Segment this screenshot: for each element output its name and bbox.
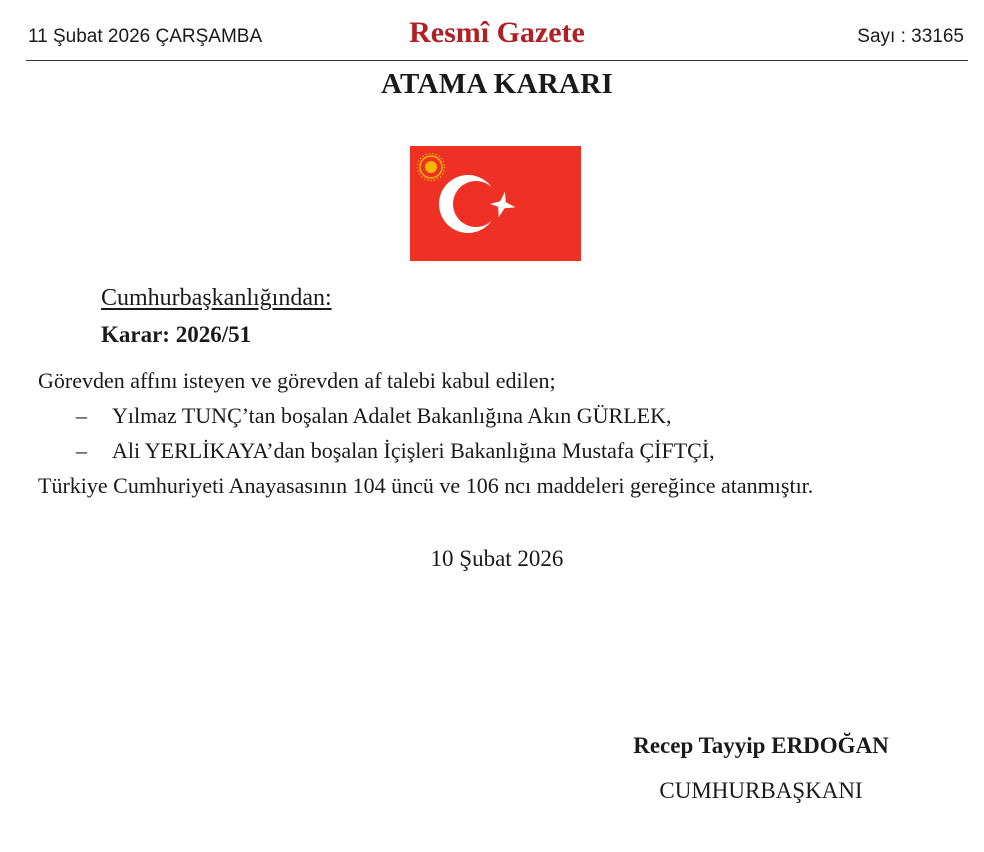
- list-item-text: Yılmaz TUNÇ’tan boşalan Adalet Bakanlığına Akın GÜRLEK,: [112, 403, 672, 428]
- list-dash: –: [76, 438, 87, 463]
- issue-date: 11 Şubat 2026 ÇARŞAMBA: [28, 26, 263, 47]
- closing-paragraph: Türkiye Cumhuriyeti Anayasasının 104 üncü ve 106 ncı maddeleri gereğince atanmıştır.: [38, 473, 814, 498]
- gazette-header: [26, 14, 968, 61]
- signer-title: CUMHURBAŞKANI: [659, 778, 863, 803]
- document-title: ATAMA KARARI: [380, 68, 614, 100]
- decision-date: 10 Şubat 2026: [430, 546, 564, 571]
- list-item: [76, 438, 715, 464]
- list-item: [76, 403, 672, 429]
- signer-name: Recep Tayyip ERDOĞAN: [633, 733, 889, 758]
- intro-paragraph: Görevden affını isteyen ve görevden af talebi kabul edilen;: [38, 368, 556, 393]
- list-dash: –: [76, 403, 87, 428]
- turkish-flag-icon: [410, 146, 581, 261]
- issue-number: Sayı : 33165: [857, 26, 964, 47]
- list-item-text: Ali YERLİKAYA’dan boşalan İçişleri Bakanlığına Mustafa ÇİFTÇİ,: [112, 438, 715, 463]
- issuer-heading: Cumhurbaşkanlığından:: [101, 285, 332, 311]
- gazette-title: Resmî Gazete: [409, 16, 585, 49]
- decision-number: Karar: 2026/51: [101, 322, 252, 347]
